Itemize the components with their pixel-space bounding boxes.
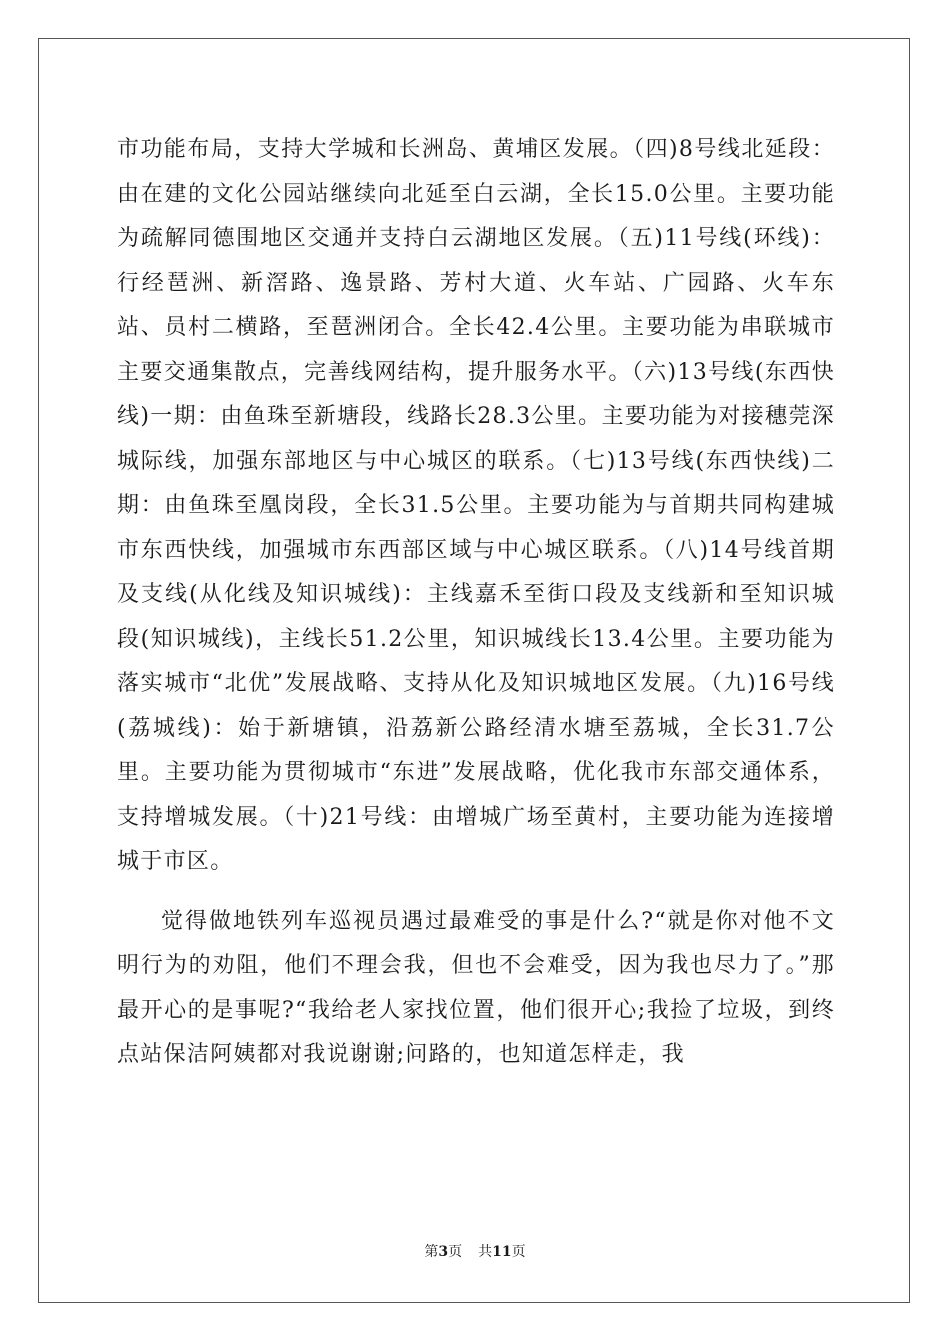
page-total-prefix: 共 <box>478 1244 493 1260</box>
page-footer <box>0 1241 950 1261</box>
page-total-suffix: 页 <box>511 1244 526 1260</box>
page-total-count: 11 <box>492 1244 512 1260</box>
paragraph-inspector-interview: 觉得做地铁列车巡视员遇过最难受的事是什么?“就是你对他不文明行为的劝阻，他们不理会我，但也不会难受，因为我也尽力了。”那最开心的是事呢?“我给老人家找位置，他们很开心;我捡了垃圾，到终点站保洁阿姨都对我说谢谢;问路的，也知道怎样走，我 <box>117 908 835 1067</box>
page-number-current: 3 <box>438 1244 449 1260</box>
page-number-suffix: 页 <box>448 1244 463 1260</box>
page-number-prefix: 第 <box>424 1244 439 1260</box>
document-body <box>117 128 835 1078</box>
paragraph-metro-lines: 市功能布局，支持大学城和长洲岛、黄埔区发展。（四)8号线北延段：由在建的文化公园站继续向北延至白云湖，全长15.0公里。主要功能为疏解同德围地区交通并支持白云湖地区发展。（五)11号线(环线)：行经琶洲、新滘路、逸景路、芳村大道、火车站、广园路、火车东站、员村二横路，至琶洲闭合。全长42.4公里。主要功能为串联城市主要交通集散点，完善线网结构，提升服务水平。（六)13号线(东西快线)一期：由鱼珠至新塘段，线路长28.3公里。主要功能为对接穗莞深城际线，加强东部地区与中心城区的联系。（七)13号线(东西快线)二期：由鱼珠至凰岗段，全长31.5公里。主要功能为与首期共同构建城市东西快线，加强城市东西部区域与中心城区联系。（八)14号线首期及支线(从化线及知识城线)：主线嘉禾至街口段及支线新和至知识城段(知识城线)，主线长51.2公里，知识城线长13.4公里。主要功能为落实城市“北优”发展战略、支持从化及知识城地区发展。（九)16号线(荔城线)：始于新塘镇，沿荔新公路经清水塘至荔城，全长31.7公里。主要功能为贯彻城市“东进”发展战略，优化我市东部交通体系，支持增城发展。（十)21号线：由增城广场至黄村，主要功能为连接增城于市区。 <box>117 137 835 874</box>
